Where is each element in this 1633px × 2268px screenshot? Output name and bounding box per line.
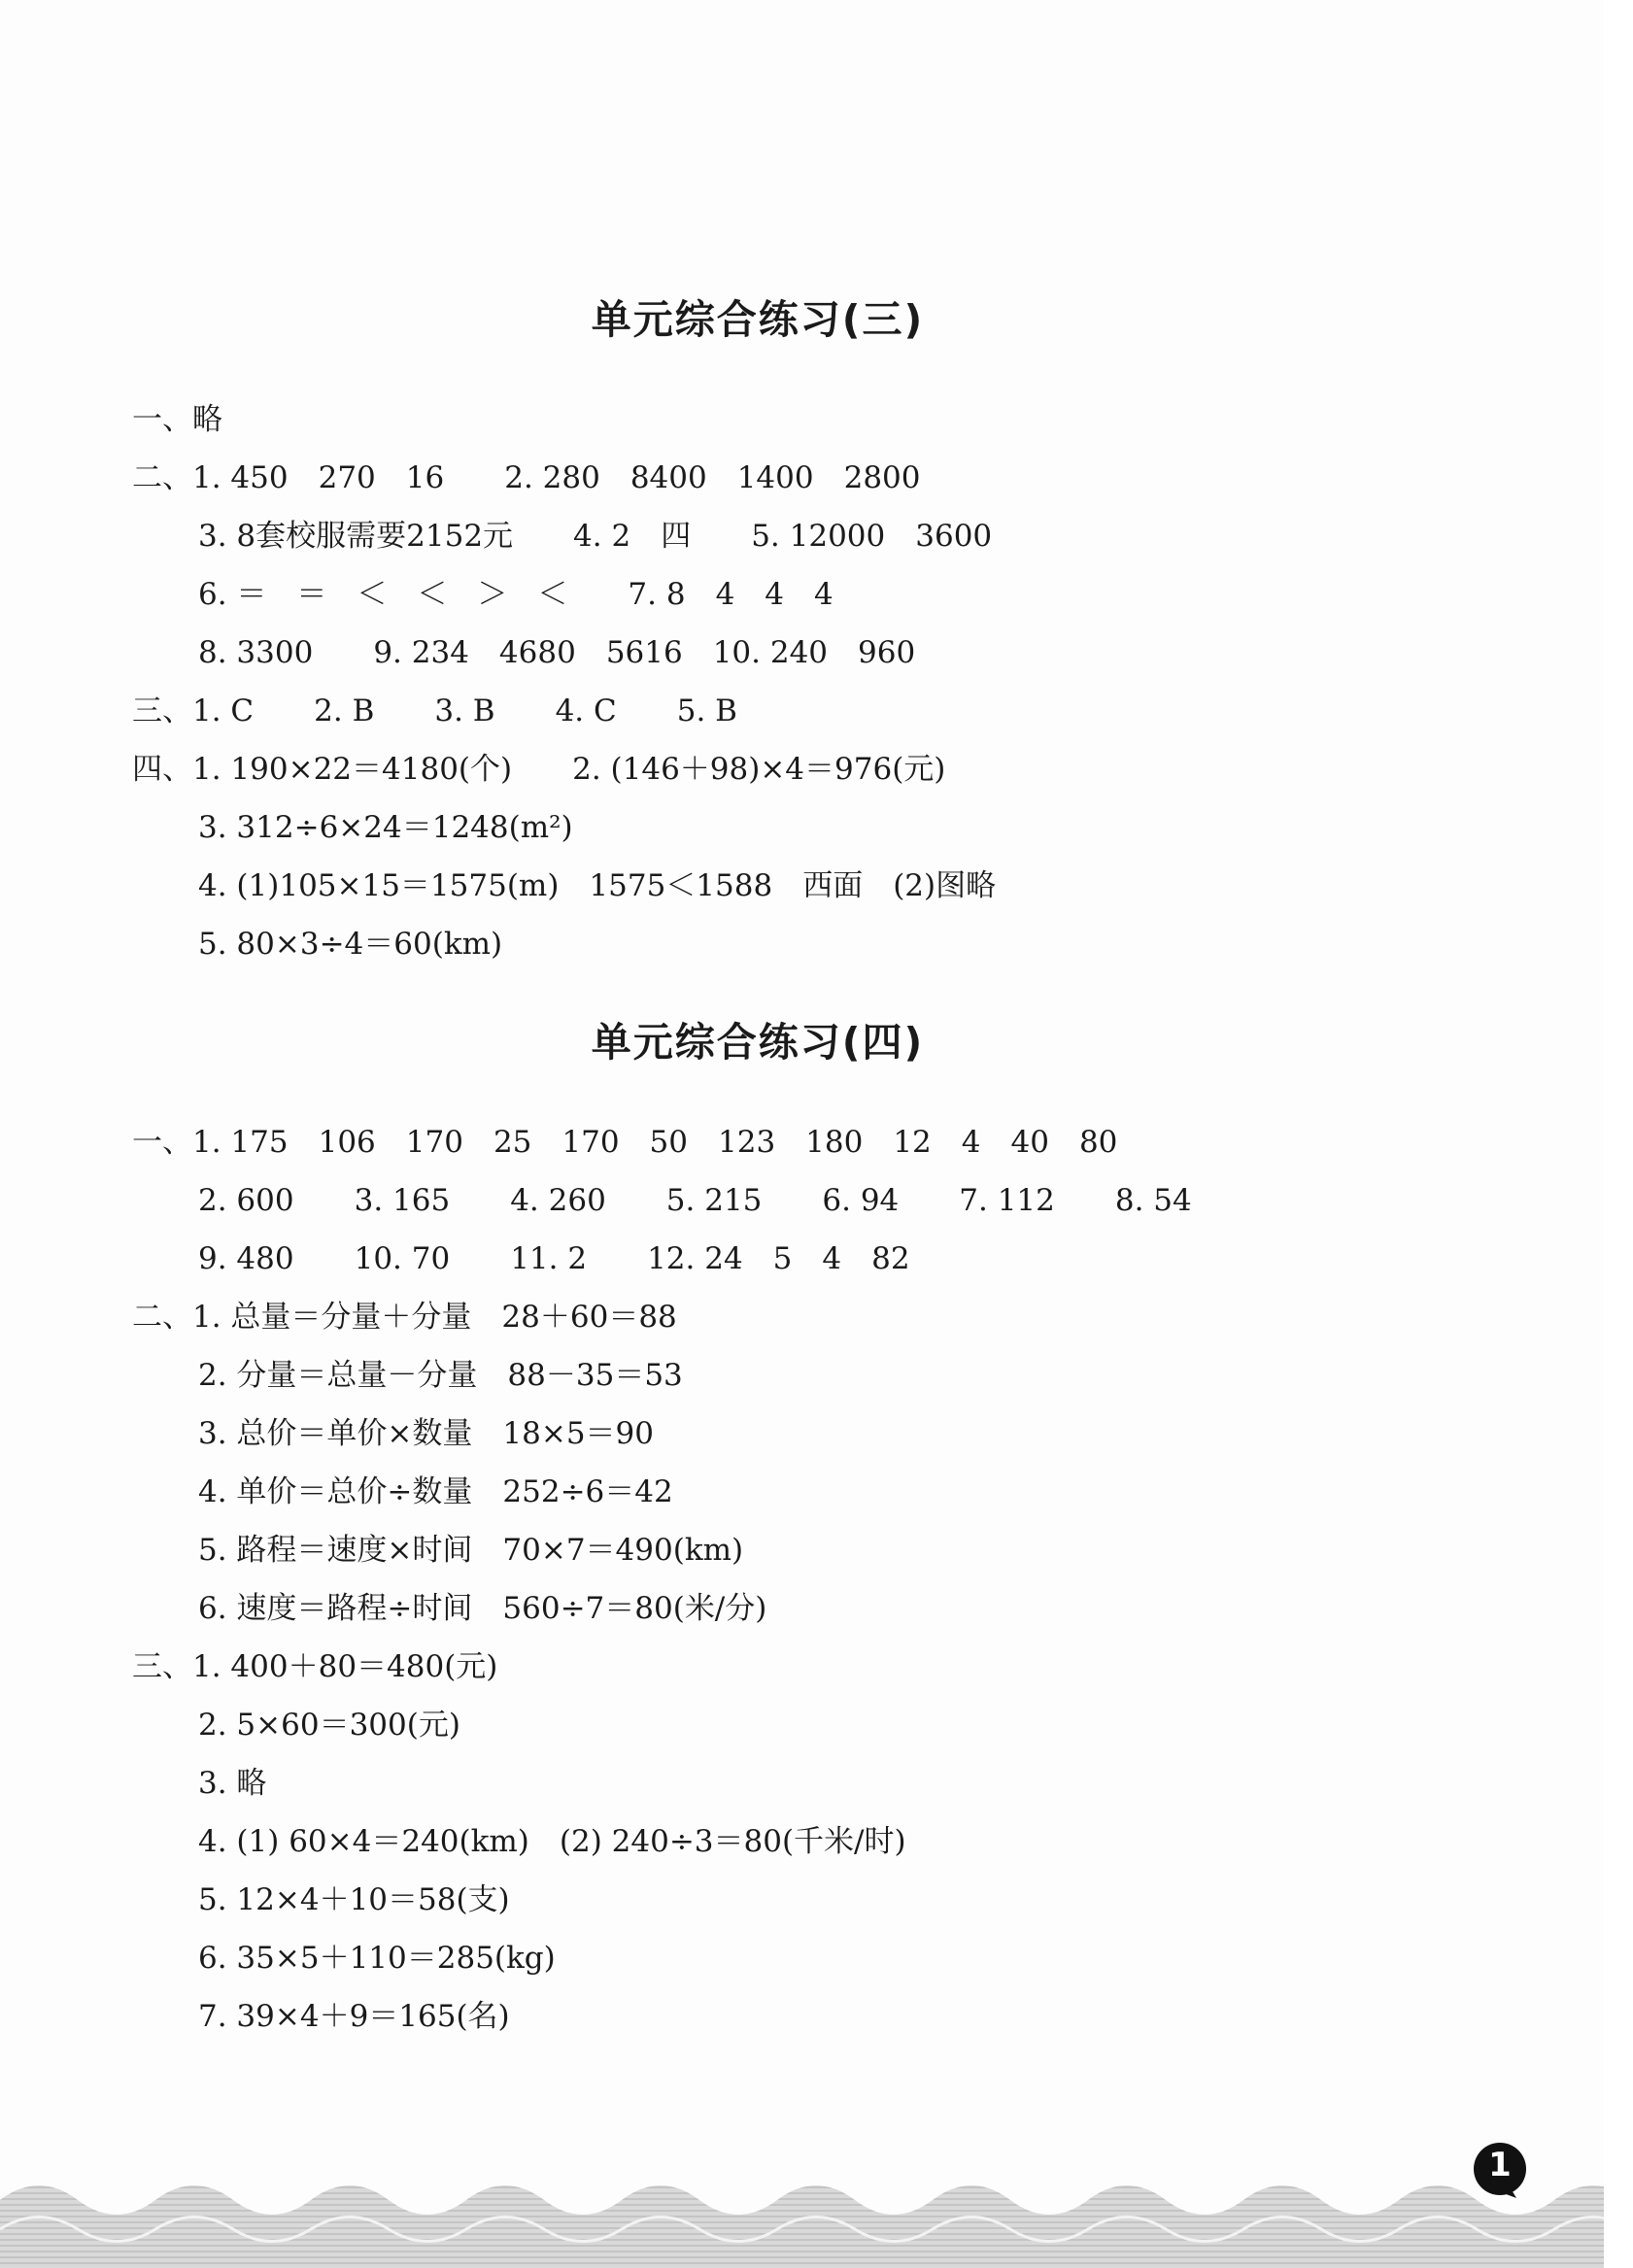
s4-line-15: 6. 35×5＋110＝285(kg) bbox=[198, 1941, 556, 1976]
s3-line-1: 一、略 bbox=[132, 402, 222, 437]
s3-line-3: 3. 8套校服需要2152元 4. 2 四 5. 12000 3600 bbox=[198, 519, 993, 554]
s4-line-2: 2. 600 3. 165 4. 260 5. 215 6. 94 7. 112 8. 54 bbox=[198, 1183, 1192, 1218]
page-edge bbox=[1604, 0, 1633, 2268]
s4-line-5: 2. 分量＝总量－分量 88－35＝53 bbox=[198, 1358, 683, 1393]
section-title-4: 单元综合练习(四) bbox=[591, 1019, 925, 1066]
s3-line-9: 4. (1)105×15＝1575(m) 1575＜1588 西面 (2)图略 bbox=[198, 868, 997, 903]
s3-line-10: 5. 80×3÷4＝60(km) bbox=[198, 927, 503, 962]
s3-line-4: 6. ＝ ＝ ＜ ＜ ＞ ＜ 7. 8 4 4 4 bbox=[198, 577, 834, 612]
s3-line-7: 四、1. 190×22＝4180(个) 2. (146＋98)×4＝976(元) bbox=[132, 752, 946, 787]
s4-line-8: 5. 路程＝速度×时间 70×7＝490(km) bbox=[198, 1533, 744, 1568]
s3-line-2: 二、1. 450 270 16 2. 280 8400 1400 2800 bbox=[132, 460, 921, 495]
s4-line-6: 3. 总价＝单价×数量 18×5＝90 bbox=[198, 1416, 654, 1451]
s3-line-8: 3. 312÷6×24＝1248(m²) bbox=[198, 810, 573, 845]
s4-line-10: 三、1. 400＋80＝480(元) bbox=[132, 1649, 498, 1684]
s4-line-12: 3. 略 bbox=[198, 1766, 267, 1801]
section-title-3: 单元综合练习(三) bbox=[591, 296, 925, 343]
s4-line-7: 4. 单价＝总价÷数量 252÷6＝42 bbox=[198, 1474, 673, 1509]
s4-line-1: 一、1. 175 106 170 25 170 50 123 180 12 4 40 80 bbox=[132, 1125, 1118, 1160]
s3-line-5: 8. 3300 9. 234 4680 5616 10. 240 960 bbox=[198, 635, 916, 670]
s4-line-3: 9. 480 10. 70 11. 2 12. 24 5 4 82 bbox=[198, 1241, 910, 1276]
s4-line-11: 2. 5×60＝300(元) bbox=[198, 1708, 460, 1743]
s4-line-9: 6. 速度＝路程÷时间 560÷7＝80(米/分) bbox=[198, 1591, 767, 1626]
s4-line-14: 5. 12×4＋10＝58(支) bbox=[198, 1882, 510, 1917]
s4-line-16: 7. 39×4＋9＝165(名) bbox=[198, 1999, 510, 2034]
s4-line-4: 二、1. 总量＝分量＋分量 28＋60＝88 bbox=[132, 1300, 677, 1335]
page-number: 1 bbox=[1488, 2146, 1512, 2184]
wave-footer-decoration bbox=[0, 2161, 1604, 2268]
s4-line-13: 4. (1) 60×4＝240(km) (2) 240÷3＝80(千米/时) bbox=[198, 1824, 906, 1859]
s3-line-6: 三、1. C 2. B 3. B 4. C 5. B bbox=[132, 694, 737, 728]
